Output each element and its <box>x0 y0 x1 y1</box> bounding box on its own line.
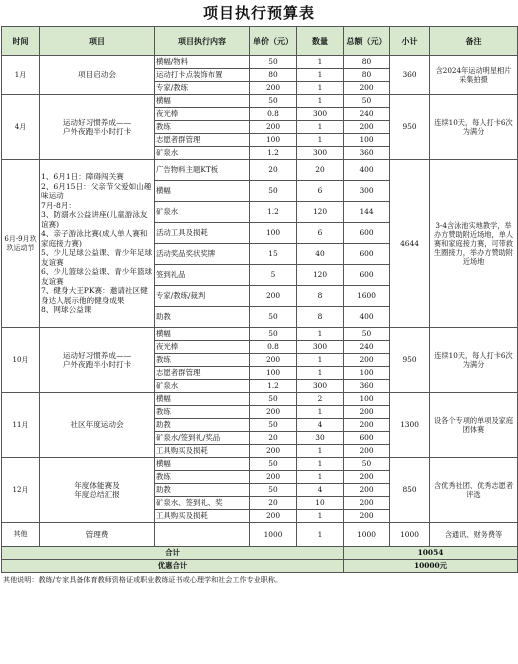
content-cell <box>155 523 250 547</box>
unit-price-cell: 1.2 <box>250 202 297 223</box>
quantity-cell: 1 <box>297 69 344 82</box>
content-cell: 活动工具及损耗 <box>155 223 250 244</box>
unit-price-cell: 50 <box>250 458 297 471</box>
amount-cell: 100 <box>344 367 390 380</box>
amount-cell: 360 <box>344 380 390 393</box>
unit-price-cell: 200 <box>250 121 297 134</box>
content-cell: 教练 <box>155 406 250 419</box>
amount-cell: 300 <box>344 181 390 202</box>
table-row <box>2 458 518 471</box>
unit-price-cell: 50 <box>250 419 297 432</box>
amount-cell: 200 <box>344 121 390 134</box>
amount-cell: 50 <box>344 95 390 108</box>
subtotal-cell: 1000 <box>390 523 430 547</box>
content-cell: 运动打卡点装饰布置 <box>155 69 250 82</box>
project-line: 项目启动会 <box>78 70 116 80</box>
time-cell: 10月 <box>2 328 40 393</box>
notes-cell: 含通讯、财务费等 <box>430 523 518 547</box>
unit-price-cell: 200 <box>250 354 297 367</box>
amount-cell: 1600 <box>344 286 390 307</box>
unit-price-cell: 50 <box>250 95 297 108</box>
time-cell: 12月 <box>2 458 40 523</box>
time-cell: 1月 <box>2 56 40 95</box>
quantity-cell: 1 <box>297 406 344 419</box>
unit-price-cell: 50 <box>250 307 297 328</box>
col-header-unit-price: 单价（元） <box>250 27 297 56</box>
discount-total-label: 优惠合计 <box>2 560 344 573</box>
col-header-notes: 备注 <box>430 27 518 56</box>
content-cell: 助教 <box>155 307 250 328</box>
amount-cell: 360 <box>344 147 390 160</box>
notes-cell: 含优秀社团、优秀志愿者评选 <box>430 458 518 523</box>
amount-cell: 200 <box>344 471 390 484</box>
unit-price-cell: 0.8 <box>250 341 297 354</box>
project-line: 7月-8月： <box>41 200 77 210</box>
content-cell: 夜光棒 <box>155 341 250 354</box>
project-line: 3、防溺水公益讲座(儿童游泳友谊赛) <box>41 210 148 229</box>
col-header-amount: 总额（元） <box>344 27 390 56</box>
unit-price-cell: 20 <box>250 432 297 445</box>
notes-cell: 3-4含泳池实地教学，举办方赞助附近场地，单人赛和家庭接力赛，可带救生圈接力，举办方赞助附近场地 <box>430 160 518 328</box>
quantity-cell: 30 <box>297 432 344 445</box>
quantity-cell: 8 <box>297 307 344 328</box>
content-cell: 工具购买及损耗 <box>155 445 250 458</box>
unit-price-cell: 50 <box>250 328 297 341</box>
col-header-content: 项目执行内容 <box>155 27 250 56</box>
amount-cell: 80 <box>344 56 390 69</box>
subtotal-cell: 950 <box>390 328 430 393</box>
project-line: 年度体能赛及 <box>74 480 120 490</box>
total-value: 10054 <box>344 547 518 560</box>
subtotal-cell: 850 <box>390 458 430 523</box>
subtotal-cell: 360 <box>390 56 430 95</box>
project-line: 8、网球公益课 <box>41 305 92 315</box>
unit-price-cell: 1.2 <box>250 380 297 393</box>
content-cell: 矿泉水、签到礼、奖 <box>155 497 250 510</box>
table-row <box>2 56 518 69</box>
unit-price-cell: 50 <box>250 56 297 69</box>
subtotal-cell: 950 <box>390 95 430 160</box>
content-cell: 矿泉水 <box>155 202 250 223</box>
col-header-time: 时间 <box>2 27 40 56</box>
budget-table <box>1 26 518 573</box>
amount-cell: 200 <box>344 354 390 367</box>
quantity-cell: 6 <box>297 181 344 202</box>
amount-cell: 80 <box>344 69 390 82</box>
discount-total-row <box>2 560 518 573</box>
quantity-cell: 10 <box>297 497 344 510</box>
unit-price-cell: 20 <box>250 160 297 181</box>
content-cell: 横幅 <box>155 95 250 108</box>
content-cell: 横幅 <box>155 328 250 341</box>
amount-cell: 50 <box>344 328 390 341</box>
unit-price-cell: 5 <box>250 265 297 286</box>
notes-cell: 含2024年运动明星相片采集拍摄 <box>430 56 518 95</box>
amount-cell: 600 <box>344 223 390 244</box>
amount-cell: 400 <box>344 307 390 328</box>
table-totals <box>2 547 518 573</box>
quantity-cell: 300 <box>297 147 344 160</box>
total-label: 合计 <box>2 547 344 560</box>
page-title: 项目执行预算表 <box>202 4 315 22</box>
content-cell: 签到礼品 <box>155 265 250 286</box>
unit-price-cell: 50 <box>250 181 297 202</box>
unit-price-cell: 200 <box>250 445 297 458</box>
quantity-cell: 1 <box>297 82 344 95</box>
project-line: 7、健身大王PK赛：邀请社区健身达人展示他的健身成果 <box>41 286 148 305</box>
quantity-cell: 6 <box>297 223 344 244</box>
table-header <box>2 27 518 56</box>
content-cell: 教练 <box>155 121 250 134</box>
subtotal-cell: 4644 <box>390 160 430 328</box>
unit-price-cell: 80 <box>250 69 297 82</box>
project-line: 4、亲子游泳比赛(成人单人赛和家庭接力赛) <box>41 229 148 248</box>
project-cell <box>40 458 155 523</box>
table-row <box>2 523 518 547</box>
amount-cell: 240 <box>344 108 390 121</box>
time-cell: 其他 <box>2 523 40 547</box>
col-header-project: 项目 <box>40 27 155 56</box>
quantity-cell: 1 <box>297 56 344 69</box>
unit-price-cell: 50 <box>250 393 297 406</box>
content-cell: 助教 <box>155 419 250 432</box>
quantity-cell: 1 <box>297 134 344 147</box>
unit-price-cell: 20 <box>250 497 297 510</box>
quantity-cell: 300 <box>297 341 344 354</box>
amount-cell: 100 <box>344 134 390 147</box>
quantity-cell: 1 <box>297 445 344 458</box>
amount-cell: 50 <box>344 458 390 471</box>
project-line: 5、少儿足球公益课、青少年足球友谊赛 <box>41 248 153 267</box>
unit-price-cell: 1000 <box>250 523 297 547</box>
project-line: 社区年度运动会 <box>70 420 124 430</box>
subtotal-cell: 1300 <box>390 393 430 458</box>
content-cell: 横幅 <box>155 458 250 471</box>
quantity-cell: 1 <box>297 121 344 134</box>
quantity-cell: 120 <box>297 265 344 286</box>
content-cell: 助教 <box>155 484 250 497</box>
discount-total-value: 10000元 <box>344 560 518 573</box>
project-line: 6、少儿篮球公益课、青少年篮球友谊赛 <box>41 267 153 286</box>
unit-price-cell: 50 <box>250 484 297 497</box>
project-line: 2、6月15日：父亲节父爱如山趣味运动 <box>41 181 152 201</box>
amount-cell: 600 <box>344 265 390 286</box>
content-cell: 工具购买及损耗 <box>155 510 250 523</box>
content-cell: 广告物料主题KT板 <box>155 160 250 181</box>
unit-price-cell: 200 <box>250 286 297 307</box>
project-line: 户外夜跑半小时打卡 <box>62 127 132 136</box>
amount-cell: 1000 <box>344 523 390 547</box>
notes-cell: 设各个专项的单项及家庭团体赛 <box>430 393 518 458</box>
content-cell: 志愿者群管理 <box>155 367 250 380</box>
project-line: 1、6月1日：障碍闯关赛 <box>41 172 124 182</box>
time-cell: 11月 <box>2 393 40 458</box>
amount-cell: 600 <box>344 432 390 445</box>
quantity-cell: 1 <box>297 354 344 367</box>
amount-cell: 240 <box>344 341 390 354</box>
project-line: 运动好习惯养成—— <box>62 350 132 360</box>
content-cell: 矿泉水 <box>155 147 250 160</box>
table-body <box>2 56 518 547</box>
quantity-cell: 1 <box>297 328 344 341</box>
time-cell: 4月 <box>2 95 40 160</box>
unit-price-cell: 200 <box>250 82 297 95</box>
quantity-cell: 4 <box>297 419 344 432</box>
amount-cell: 600 <box>344 244 390 265</box>
unit-price-cell: 1.2 <box>250 147 297 160</box>
project-line: 户外夜跑半小时打卡 <box>62 360 132 369</box>
quantity-cell: 1 <box>297 523 344 547</box>
amount-cell: 200 <box>344 445 390 458</box>
content-cell: 横幅/物料 <box>155 56 250 69</box>
content-cell: 专家/教练 <box>155 82 250 95</box>
project-cell <box>40 160 155 328</box>
project-cell <box>40 393 155 458</box>
table-row <box>2 393 518 406</box>
col-header-subtotal: 小计 <box>390 27 430 56</box>
notes-cell: 连续10天，每人打卡6次为满分 <box>430 95 518 160</box>
amount-cell: 200 <box>344 497 390 510</box>
project-cell <box>40 328 155 393</box>
content-cell: 教练 <box>155 471 250 484</box>
project-cell <box>40 95 155 160</box>
amount-cell: 200 <box>344 510 390 523</box>
content-cell: 矿泉水/签到礼/奖品 <box>155 432 250 445</box>
quantity-cell: 1 <box>297 95 344 108</box>
table-row <box>2 160 518 181</box>
content-cell: 志愿者群管理 <box>155 134 250 147</box>
quantity-cell: 4 <box>297 484 344 497</box>
content-cell: 专家/教练/裁判 <box>155 286 250 307</box>
amount-cell: 200 <box>344 82 390 95</box>
quantity-cell: 1 <box>297 510 344 523</box>
unit-price-cell: 100 <box>250 223 297 244</box>
quantity-cell: 120 <box>297 202 344 223</box>
quantity-cell: 1 <box>297 367 344 380</box>
amount-cell: 200 <box>344 419 390 432</box>
content-cell: 横幅 <box>155 181 250 202</box>
amount-cell: 200 <box>344 484 390 497</box>
col-header-quantity: 数量 <box>297 27 344 56</box>
unit-price-cell: 100 <box>250 134 297 147</box>
unit-price-cell: 200 <box>250 510 297 523</box>
notes-cell: 连续10天，每人打卡6次为满分 <box>430 328 518 393</box>
unit-price-cell: 15 <box>250 244 297 265</box>
content-cell: 矿泉水 <box>155 380 250 393</box>
content-cell: 活动奖品奖状奖牌 <box>155 244 250 265</box>
amount-cell: 144 <box>344 202 390 223</box>
quantity-cell: 20 <box>297 160 344 181</box>
unit-price-cell: 200 <box>250 471 297 484</box>
quantity-cell: 2 <box>297 393 344 406</box>
quantity-cell: 1 <box>297 458 344 471</box>
project-cell <box>40 56 155 95</box>
quantity-cell: 300 <box>297 108 344 121</box>
content-cell: 横幅 <box>155 393 250 406</box>
content-cell: 夜光棒 <box>155 108 250 121</box>
quantity-cell: 8 <box>297 286 344 307</box>
content-cell: 教练 <box>155 354 250 367</box>
amount-cell: 100 <box>344 393 390 406</box>
unit-price-cell: 100 <box>250 367 297 380</box>
unit-price-cell: 200 <box>250 406 297 419</box>
project-cell <box>40 523 155 547</box>
quantity-cell: 1 <box>297 471 344 484</box>
footer-note: 其他说明：教练/专家具备体育教师资格证或职业教练证书或心理学和社会工作专业职称。 <box>3 575 283 584</box>
unit-price-cell: 0.8 <box>250 108 297 121</box>
table-row <box>2 95 518 108</box>
amount-cell: 200 <box>344 406 390 419</box>
amount-cell: 400 <box>344 160 390 181</box>
table-row <box>2 328 518 341</box>
project-line: 运动好习惯养成—— <box>62 117 132 127</box>
project-line: 年度总结汇报 <box>74 490 120 499</box>
time-cell: 6月-9月玖玖运动节 <box>2 160 40 328</box>
project-line: 管理费 <box>85 529 109 539</box>
quantity-cell: 300 <box>297 380 344 393</box>
quantity-cell: 40 <box>297 244 344 265</box>
total-row <box>2 547 518 560</box>
